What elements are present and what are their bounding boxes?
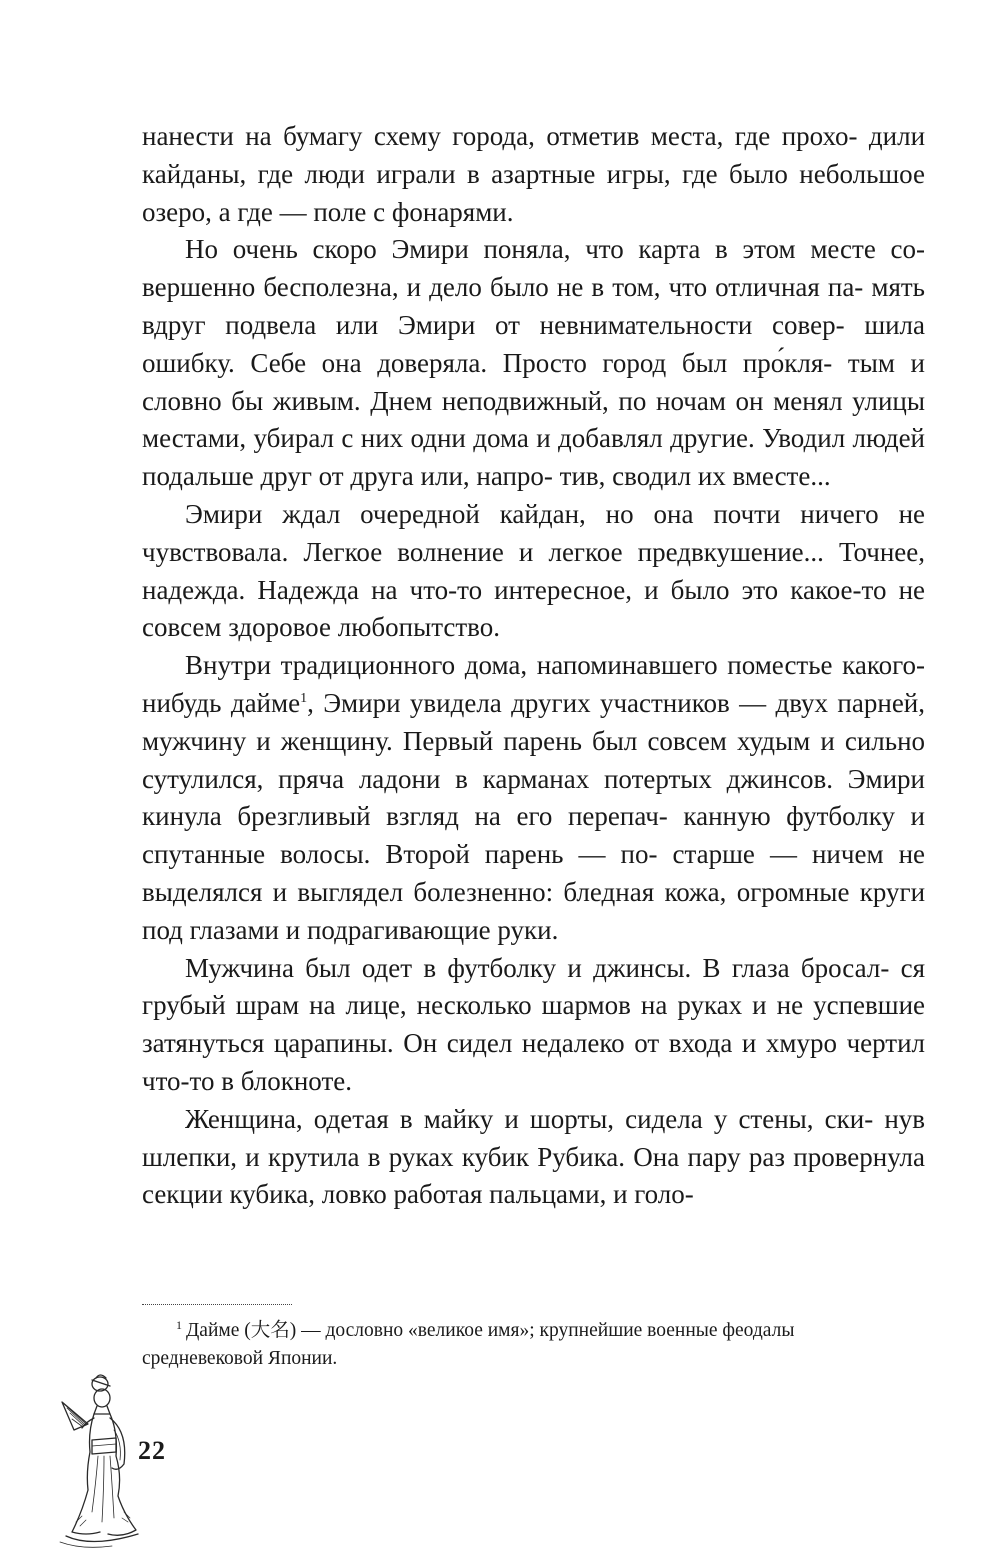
text-line: провернула секции кубика, ловко работая пальцами, и голо- bbox=[142, 1141, 925, 1210]
footnote-number: 1 bbox=[176, 1317, 182, 1332]
text-line: шила ошибку. Себе она доверяла. Просто город был про́кля- bbox=[142, 309, 926, 378]
text-line: небольшое озеро, а где — поле с фонарями. bbox=[142, 158, 925, 227]
geisha-illustration-icon bbox=[52, 1372, 144, 1552]
text-line: вершенно бесполезна, и дело было не в том, что отличная па- bbox=[142, 272, 864, 303]
text-line: Женщина, одетая в майку и шорты, сидела у стены, ски- bbox=[185, 1103, 874, 1134]
paragraph bbox=[142, 231, 925, 496]
text-line: ся грубый шрам на лице, несколько шармов на руках и не bbox=[142, 952, 925, 1021]
text-line: Эмири ждал очередной кайдан, но она почти ничего bbox=[185, 498, 879, 529]
footnote-text: Дайме (大名) — дословно «великое имя»; крупнейшие военные феодалы bbox=[186, 1320, 795, 1341]
text-line: какого-нибудь дайме bbox=[142, 650, 925, 718]
text-line: Точнее, надежда. Надежда на что-то интересное, и было это bbox=[142, 536, 925, 605]
page-number: 22 bbox=[138, 1436, 166, 1465]
text-line: другие. Уводил людей подальше друг от друга или, напро- bbox=[142, 423, 925, 492]
text-line: канную футболку и спутанные волосы. Второй парень — по- bbox=[142, 801, 926, 870]
text-line: кожа, огромные круги под глазами и подрагивающие руки. bbox=[142, 876, 926, 945]
text-line: менял улицы местами, убирал с них одни дома и добавлял bbox=[142, 385, 925, 454]
text-line: Внутри традиционного дома, напоминавшего поместье bbox=[185, 650, 833, 681]
paragraph bbox=[142, 950, 925, 1101]
text-line: , Эмири увидела других участников — bbox=[307, 687, 767, 718]
text-line: мять вдруг подвела или Эмири от невнимательности совер- bbox=[142, 272, 925, 340]
paragraph bbox=[142, 496, 925, 647]
text-line: не чувствовала. Легкое волнение и легкое предвкушение... bbox=[142, 498, 926, 567]
footnote-marker: 1 bbox=[300, 690, 308, 706]
text-line: старше — ничем не выделялся и выглядел болезненно: бледная bbox=[142, 839, 926, 907]
paragraph bbox=[142, 118, 925, 231]
text-line: успевшие затянуться царапины. Он сидел недалеко от входа bbox=[142, 990, 925, 1059]
text-line: тым и словно бы живым. Днем неподвижный, по ночам он bbox=[142, 347, 925, 416]
main-text bbox=[142, 118, 925, 1214]
text-line: какое-то не совсем здоровое любопытство. bbox=[142, 574, 926, 643]
text-line: двух парней, мужчину и женщину. Первый парень был совсем bbox=[142, 687, 925, 756]
footnote bbox=[142, 1317, 925, 1373]
text-line: и хмуро чертил что-то в блокноте. bbox=[142, 1028, 926, 1096]
paragraph bbox=[142, 647, 925, 949]
footnote-text: средневековой Японии. bbox=[142, 1348, 338, 1369]
text-line: тив, сводил их вместе... bbox=[559, 461, 831, 492]
paragraph bbox=[142, 1101, 925, 1214]
text-line: джинсов. Эмири кинула брезгливый взгляд на его перепач- bbox=[142, 763, 925, 832]
text-line: нанести на бумагу схему города, отметив места, где прохо- bbox=[142, 121, 858, 151]
text-line: Но очень скоро Эмири поняла, что карта в этом месте со- bbox=[185, 234, 925, 265]
text-line: нув шлепки, и крутила в руках кубик Рубика. Она пару раз bbox=[142, 1103, 926, 1172]
text-line: Мужчина был одет в футболку и джинсы. В глаза бросал- bbox=[185, 952, 890, 983]
footnote-divider bbox=[142, 1304, 292, 1305]
text-line: худым и сильно сутулился, пряча ладони в карманах потертых bbox=[142, 725, 926, 794]
text-line: дили кайданы, где люди играли в азартные игры, где было bbox=[142, 121, 926, 189]
